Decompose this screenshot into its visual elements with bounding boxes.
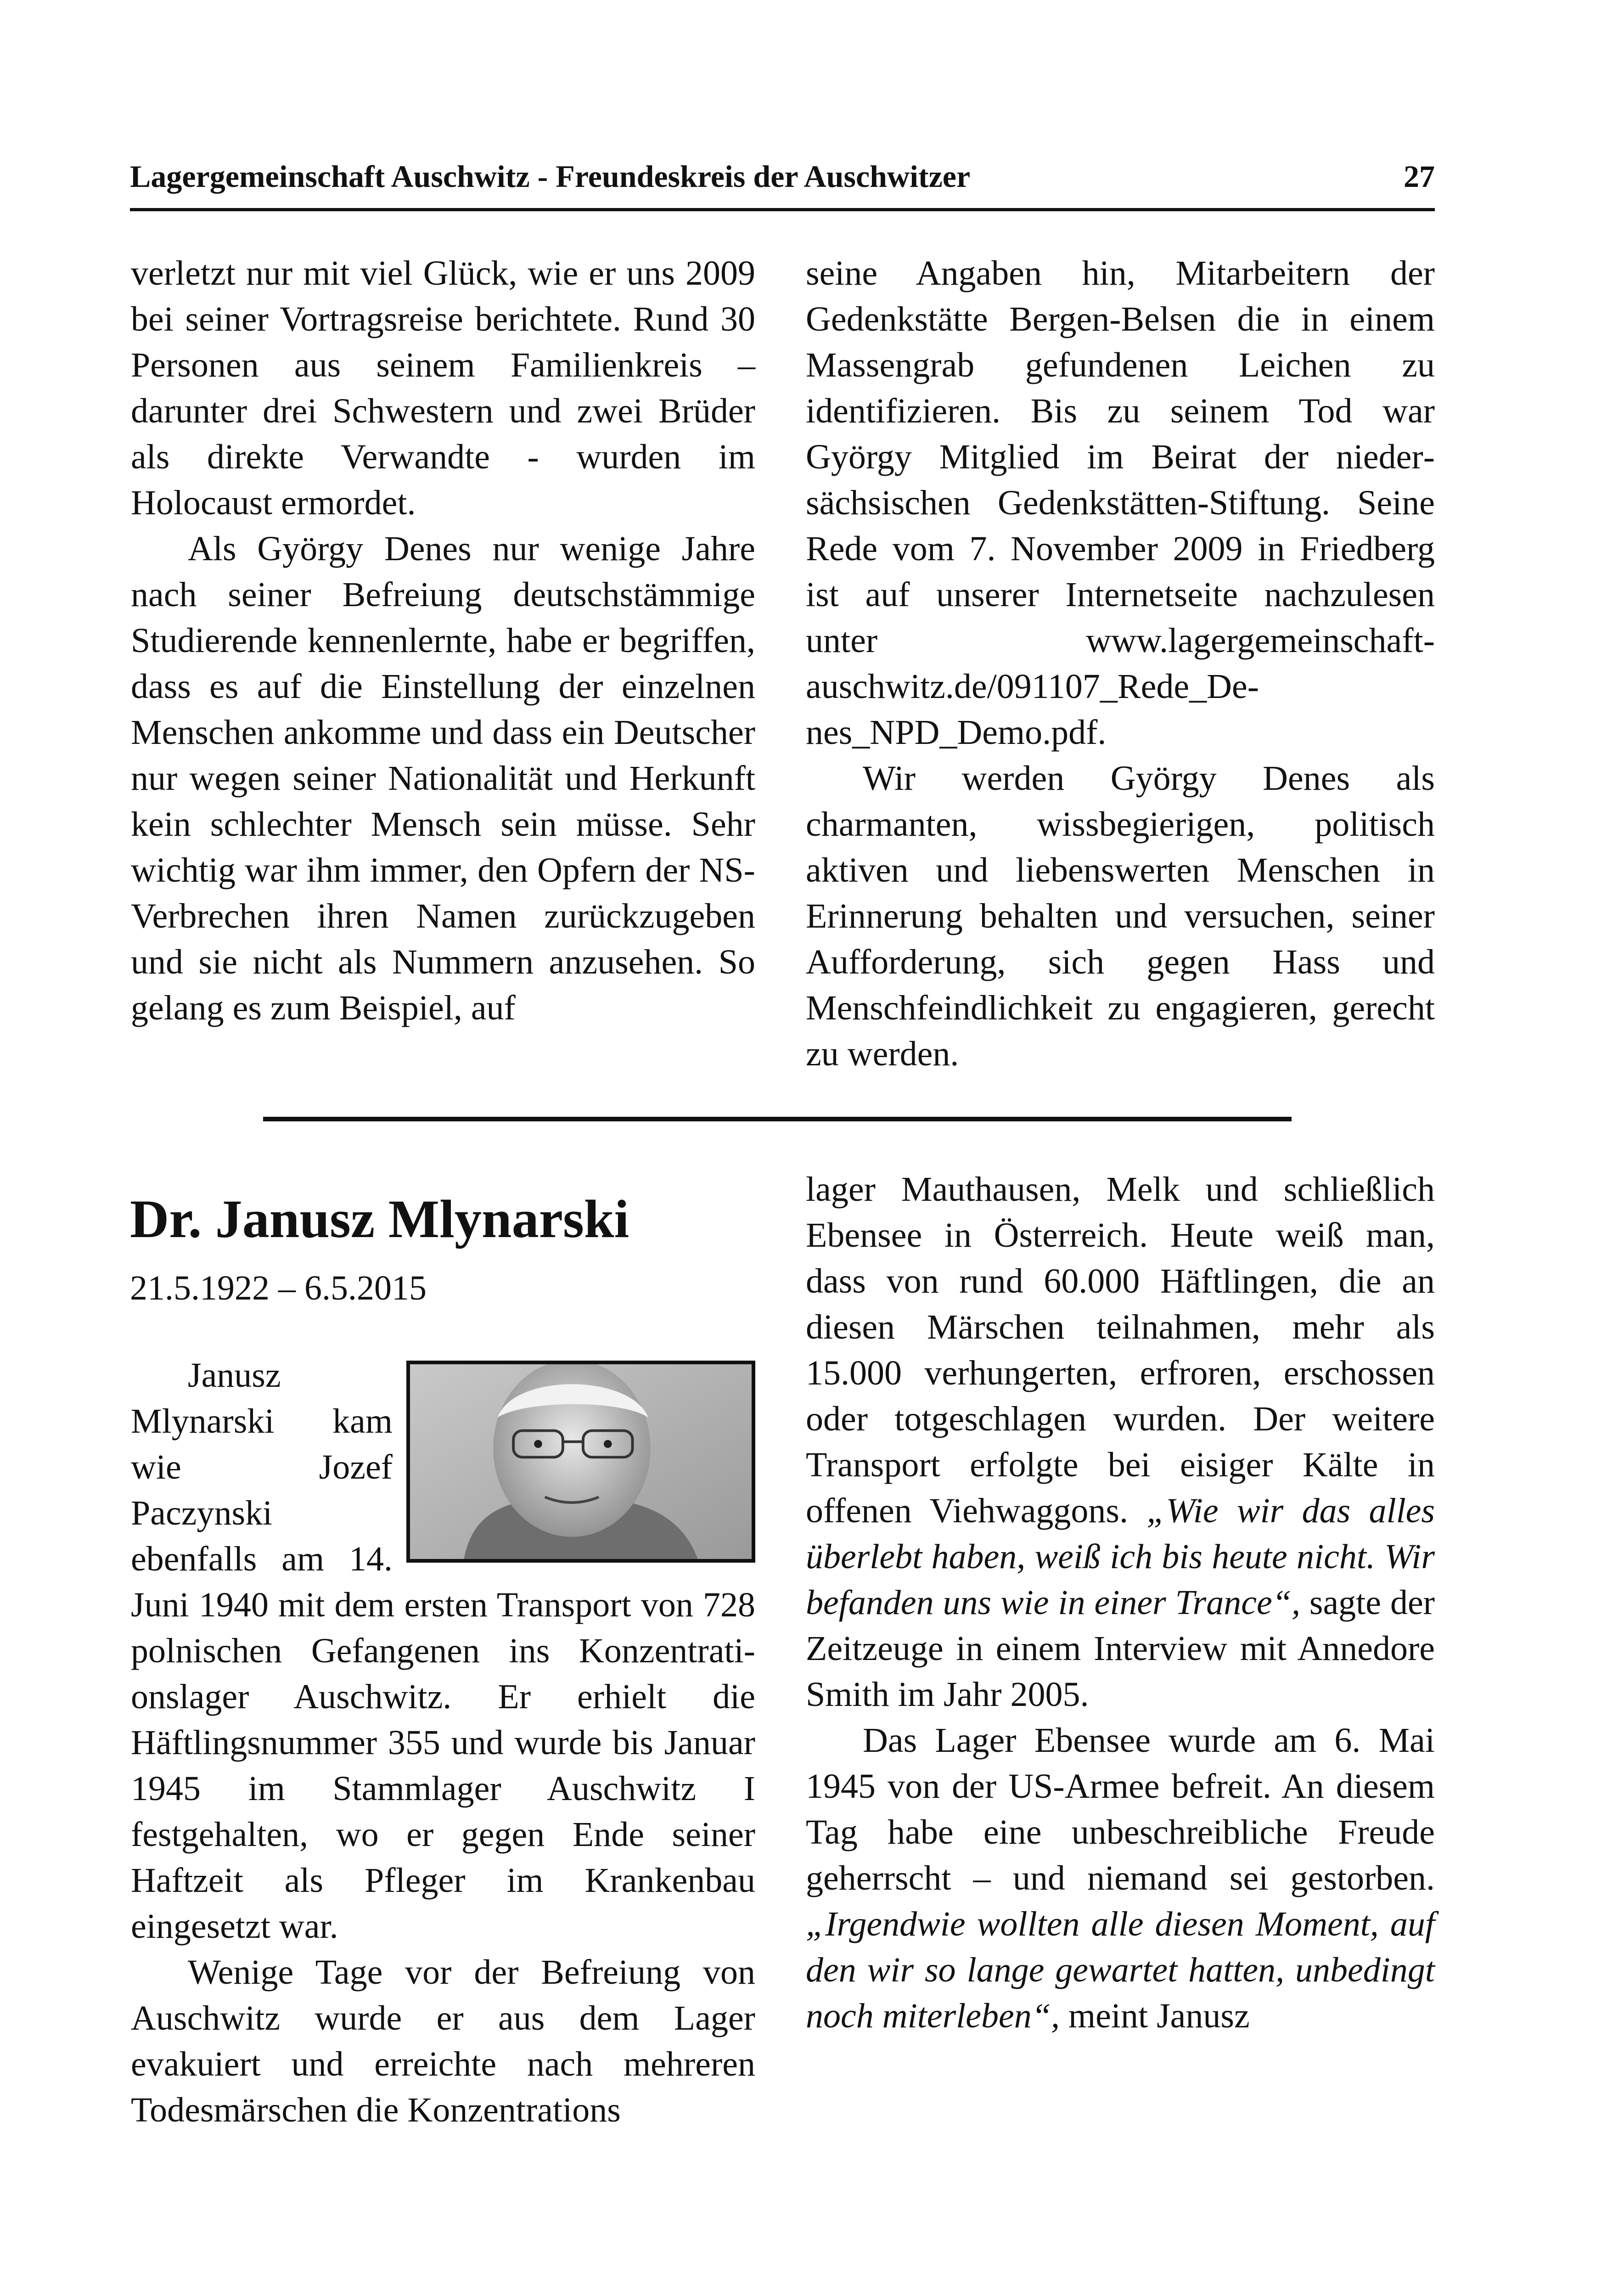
publication-title: Lagergemeinschaft Auschwitz - Freundeskreis der Auschwitzer [130, 159, 971, 194]
article1-paragraph: Wir werden György Denes als charmanten, wissbegierigen, politisch aktiven und liebenswerten Menschen in Erinnerung behalten und versuchen, seiner Aufforderung, sich gegen Hass und Menschfeindlichkeit zu engagieren, gerecht zu werden. [806, 759, 1435, 1073]
interview-quote: „Irgendwie wollten alle diesen Moment, auf den wir so lange gewartet hatten, unbedingt noch miterleben“, [806, 1905, 1435, 2035]
text-run: sagte der Zeitzeuge in einem Interview mit Annedore Smith im Jahr 2005. [806, 1583, 1435, 1714]
article2-paragraph [806, 1166, 1435, 1717]
section-divider [263, 1117, 1292, 1121]
text-run: lager Mauthausen, Melk und schließlich Ebensee in Österreich. Heute weiß man, dass von rund 60.000 Häftlingen, die an diesen Märschen teilnahmen, mehr als 15.000 verhungerten, erfroren, erschossen oder totgeschlagen wurden. Der weitere Transport erfolgte bei eisiger Kälte in offenen Viehwaggons. [806, 1170, 1435, 1530]
article1-paragraph: Als György Denes nur wenige Jahre nach seiner Befreiung deutschstämmige Studierende kennenlernte, habe er begriffen, dass es auf die Einstellung der einzelnen Menschen ankomme und dass ein Deutscher nur wegen seiner Nationalität und Herkunft kein schlechter Mensch sein müsse. Sehr wichtig war ihm immer, den Opfern der NS-Verbrechen ihren Namen zurückzugeben und sie nicht als Nummern anzusehen. So gelang es zum Beispiel, auf [131, 529, 755, 1027]
article2-paragraph: Janusz Mlynarski kam wie Jozef Paczynski ebenfalls am 14. Juni 1940 mit dem ersten Transport von 728 polnischen Gefangenen ins Konzentrationslager Auschwitz. Er erhielt die Häftlingsnummer 355 und wurde bis Januar 1945 im Stammlager Auschwitz I festgehalten, wo er gegen Ende seiner Haftzeit als Pfleger im Krankenbau eingesetzt war. [131, 1356, 755, 1946]
running-header [130, 158, 1435, 195]
text-run: Das Lager Ebensee wurde am 6. Mai 1945 von der US-Armee befreit. An diesem Tag habe eine unbeschreibliche Freude geherrscht – und niemand sei gestorben. [806, 1721, 1435, 1897]
portrait-image [410, 1364, 752, 1559]
portrait-photo [406, 1361, 755, 1563]
article2-column-right [806, 1166, 1435, 2039]
article1-paragraph: verletzt nur mit viel Glück, wie er uns 2009 bei seiner Vortragsreise berichtete. Rund 30 Personen aus seinem Familienkreis – darunter drei Schwestern und zwei Brüder als direkte Verwandte - wurden im Holocaust ermordet. [131, 254, 755, 522]
page-number: 27 [1404, 159, 1435, 194]
article1-paragraph: seine Angaben hin, Mitarbeitern der Gedenkstätte Bergen-Belsen die in einem Massengrab gefundenen Leichen zu identifizieren. Bis zu seinem Tod war György Mitglied im Beirat der niedersächsischen Gedenkstätten-Stiftung. Seine Rede vom 7. November 2009 in Friedberg ist auf unserer Internetseite nachzulesen unter www.lagergemeinschaft-auschwitz.de/091107_Rede_Denes_NPD_Demo.pdf. [806, 254, 1435, 752]
article1-column-right [806, 250, 1435, 1077]
text-run: meint Janusz [1060, 1997, 1250, 2035]
article1-column-left [131, 250, 755, 1031]
interview-quote: „Wie wir das alles überlebt haben, weiß ich bis heute nicht. Wir befanden uns wie in einer Trance“, [806, 1491, 1435, 1622]
article2-paragraph: Wenige Tage vor der Befreiung von Auschwitz wurde er aus dem Lager evakuiert und erreichte nach mehreren Todesmärschen die Konzentrations [131, 1953, 755, 2129]
obituary-heading: Dr. Janusz Mlynarski [130, 1189, 629, 1249]
header-rule [130, 208, 1435, 211]
article2-paragraph [806, 1717, 1435, 2039]
life-dates: 21.5.1922 – 6.5.2015 [130, 1269, 427, 1307]
article2-column-left [131, 1352, 755, 2133]
